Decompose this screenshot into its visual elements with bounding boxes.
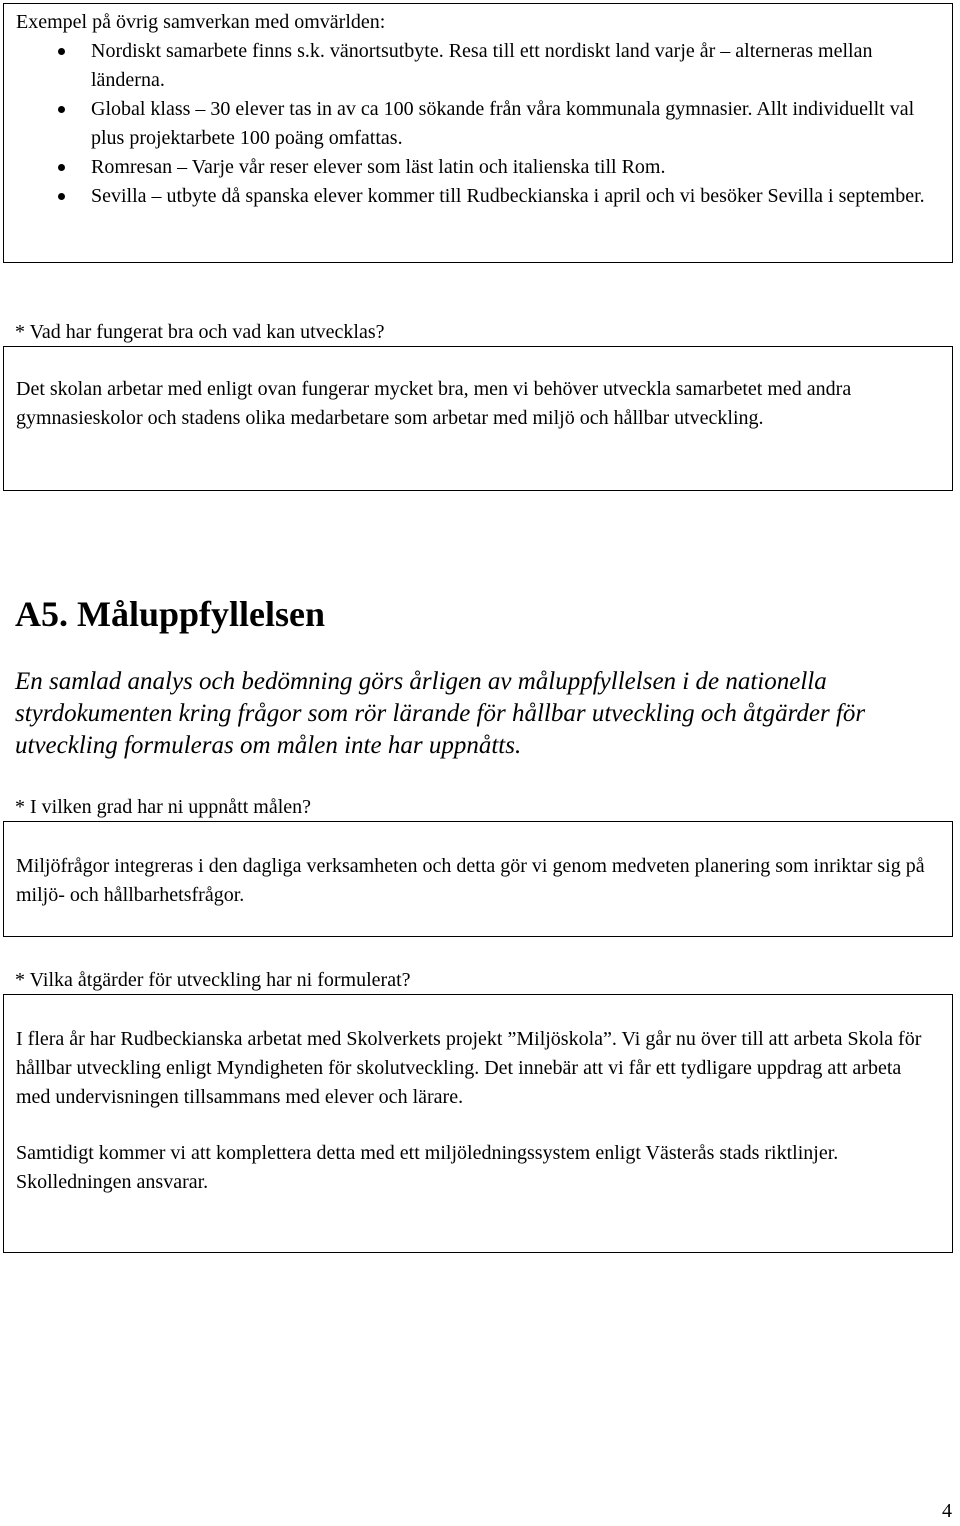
list-item: Romresan – Varje vår reser elever som läst latin och italienska till Rom. bbox=[16, 153, 940, 182]
list-item: Sevilla – utbyte då spanska elever kommer till Rudbeckianska i april och vi besöker Sevilla i september. bbox=[16, 182, 940, 211]
answer-box-measures bbox=[3, 994, 953, 1253]
collaboration-list bbox=[16, 37, 940, 211]
section-intro: En samlad analys och bedömning görs årligen av måluppfyllelsen i de nationella styrdokumenten kring frågor som rör lärande för hållbar utveckling och åtgärder för utveckling formuleras om målen inte har uppnåtts. bbox=[15, 668, 866, 759]
answer-text: Miljöfrågor integreras i den dagliga verksamheten och detta gör vi genom medveten planering som inriktar sig på miljö- och hållbarhetsfrågor. bbox=[16, 855, 925, 906]
collaboration-heading: Exempel på övrig samverkan med omvärlden: bbox=[16, 11, 386, 33]
answer-box-what-worked bbox=[3, 346, 953, 491]
question-what-worked: * Vad har fungerat bra och vad kan utvecklas? bbox=[15, 321, 385, 343]
answer-box-goal-achievement bbox=[3, 821, 953, 937]
list-item: Global klass – 30 elever tas in av ca 100 sökande från våra kommunala gymnasier. Allt individuellt val plus projektarbete 100 poäng omfattas. bbox=[16, 95, 940, 153]
question-measures: * Vilka åtgärder för utveckling har ni formulerat? bbox=[15, 969, 411, 991]
collaboration-box bbox=[3, 3, 953, 263]
page-number: 4 bbox=[942, 1500, 952, 1522]
question-goal-achievement: * I vilken grad har ni uppnått målen? bbox=[15, 796, 312, 818]
section-title: A5. Måluppfyllelsen bbox=[15, 594, 326, 634]
answer-paragraph: Samtidigt kommer vi att komplettera detta med ett miljöledningssystem enligt Västerås stads riktlinjer. Skolledningen ansvarar. bbox=[16, 1142, 839, 1193]
list-item: Nordiskt samarbete finns s.k. vänortsutbyte. Resa till ett nordiskt land varje år – alterneras mellan länderna. bbox=[16, 37, 940, 95]
answer-text: Det skolan arbetar med enligt ovan fungerar mycket bra, men vi behöver utveckla samarbetet med andra gymnasieskolor och stadens olika medarbetare som arbetar med miljö och hållbar utveckling. bbox=[16, 378, 852, 429]
answer-paragraph: I flera år har Rudbeckianska arbetat med Skolverkets projekt ”Miljöskola”. Vi går nu över till att arbeta Skola för hållbar utveckling enligt Myndigheten för skolutveckling. Det innebär att vi får ett tydligare uppdrag att arbeta med undervisningen tillsammans med elever och lärare. bbox=[16, 1028, 922, 1108]
